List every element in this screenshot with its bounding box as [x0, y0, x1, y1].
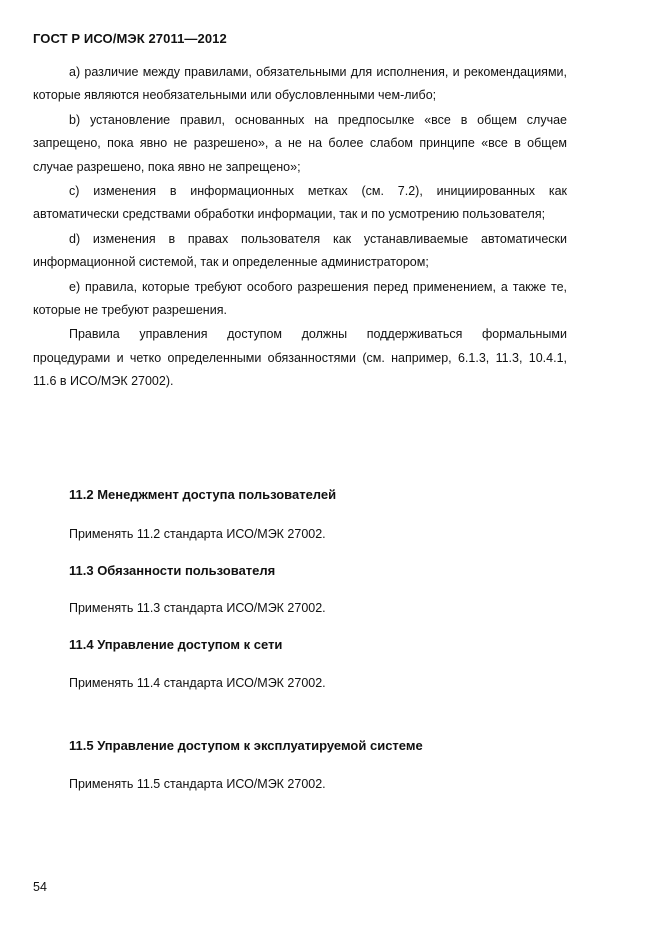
section-text-11-4: Применять 11.4 стандарта ИСО/МЭК 27002. [69, 676, 326, 690]
body-text [33, 61, 567, 395]
list-item-e: e) правила, которые требуют особого разрешения перед применением, а также те, которые не требуют разрешения. [33, 279, 567, 318]
closing-paragraph: Правила управления доступом должны поддерживаться формальными процедурами и четко определенными обязанностями (см. например, 6.1.3, 11.3, 10.4.1, 11.6 в ИСО/МЭК 27002). [33, 327, 567, 389]
list-item-a: a) различие между правилами, обязательными для исполнения, и рекомендациями, которые являются необязательными или обусловленными чем-либо; [33, 65, 567, 103]
list-item-d: d) изменения в правах пользователя как устанавливаемые автоматически информационной системой, так и определенные администратором; [33, 231, 567, 270]
section-heading-11-5: 11.5 Управление доступом к эксплуатируемой системе [69, 738, 423, 753]
page-header: ГОСТ Р ИСО/МЭК 27011—2012 [33, 31, 227, 46]
section-heading-11-4: 11.4 Управление доступом к сети [69, 637, 283, 652]
page-number: 54 [33, 880, 47, 894]
section-heading-11-3: 11.3 Обязанности пользователя [69, 563, 276, 578]
section-heading-11-2: 11.2 Менеджмент доступа пользователей [69, 487, 337, 502]
section-text-11-2: Применять 11.2 стандарта ИСО/МЭК 27002. [69, 527, 326, 541]
list-item-b: b) установление правил, основанных на предпосылке «все в общем случае запрещено, пока явно не разрешено», а не на более слабом принципе «все в общем случае разрешено, пока явно не запрещено»; [33, 112, 567, 174]
section-text-11-5: Применять 11.5 стандарта ИСО/МЭК 27002. [69, 777, 326, 791]
list-item-c: c) изменения в информационных метках (см. 7.2), инициированных как автоматически средствами обработки информации, так и по усмотрению пользователя; [33, 184, 567, 222]
section-text-11-3: Применять 11.3 стандарта ИСО/МЭК 27002. [69, 601, 326, 615]
